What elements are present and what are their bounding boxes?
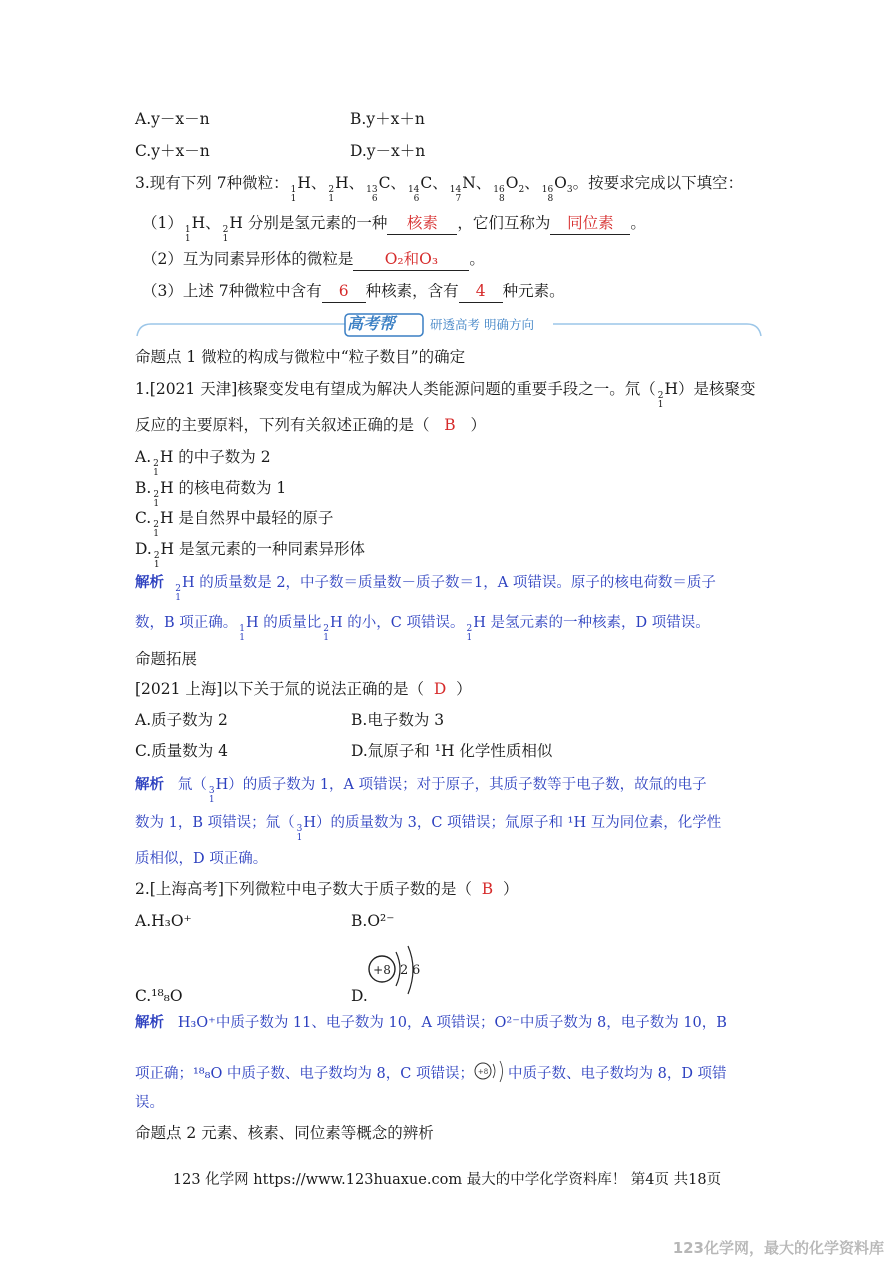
q1-stem-line2: 反应的主要原料，下列有关叙述正确的是（ B ） xyxy=(135,416,486,434)
q2-option-a: A.H₃O⁺ xyxy=(135,912,192,930)
ext-stem: [2021 上海]以下关于氚的说法正确的是（ D ） xyxy=(135,680,472,698)
banner-title: 高考帮 xyxy=(347,314,396,333)
q2-option-c: C.¹⁸₈O xyxy=(135,987,183,1005)
ext-option-d: D.氚原子和 ¹H 化学性质相似 xyxy=(351,742,553,760)
atom-nucleus-label: +8 xyxy=(373,963,391,977)
watermark: 123化学网，最大的化学资料库 xyxy=(672,1239,884,1257)
q1-explanation-line1: 解析 2 1 H 的质量数是 2，中子数＝质量数－质子数＝1，A 项错误。原子的核电荷数＝质子 xyxy=(135,574,716,603)
q2-explanation-line1: 解析 H₃O⁺中质子数为 11、电子数为 10，A 项错误；O²⁻中质子数为 8，电子数为 10，B xyxy=(135,1014,727,1031)
q1-option-b: B. 2 1 H 的核电荷数为 1 xyxy=(135,479,287,509)
extension-title: 命题拓展 xyxy=(135,650,198,668)
q2-explanation-line2: 项正确；¹⁸₈O 中质子数、电子数均为 8，C 项错误； +8 中质子数、电子数均为 8，D 项错 xyxy=(135,1060,727,1086)
option-d: D.y－x＋n xyxy=(350,142,426,160)
q1-option-a: A. 2 1 H 的中子数为 2 xyxy=(135,448,271,478)
q3-part3: （3）上述 7种微粒中含有 6 种核素，含有 4 种元素。 xyxy=(142,280,565,303)
answer-blank: 同位素 xyxy=(550,212,630,235)
topic-point-1: 命题点 1 微粒的构成与微粒中“粒子数目”的确定 xyxy=(135,348,466,366)
atom-shell-2-label: 6 xyxy=(412,963,421,978)
answer-blank: 4 xyxy=(459,280,503,303)
option-c: C.y＋x－n xyxy=(135,142,210,160)
q2-option-d: D. xyxy=(351,987,368,1005)
q1-option-c: C. 2 1 H 是自然界中最轻的原子 xyxy=(135,509,334,539)
option-b: B.y＋x＋n xyxy=(350,110,425,128)
answer-blank: 6 xyxy=(322,280,366,303)
answer-blank: 核素 xyxy=(387,212,457,235)
answer-mark: B xyxy=(481,880,494,898)
ext-option-c: C.质量数为 4 xyxy=(135,742,229,760)
answer-mark: B xyxy=(444,416,456,434)
atom-shell-1-label: 2 xyxy=(400,963,409,978)
answer-blank: O₂和O₃ xyxy=(353,248,469,271)
atom-structure-mini xyxy=(474,1060,508,1086)
ext-option-a: A.质子数为 2 xyxy=(135,711,228,729)
q1-explanation-line2: 数，B 项正确。 1 1 H 的质量比 2 1 H 的小，C 项错误。 2 1 H 是氢元素的一种核素，D 项错误。 xyxy=(135,615,710,643)
banner-subtitle: 研透高考 明确方向 xyxy=(430,317,534,332)
ext-explanation-line2: 数为 1，B 项错误；氚（ 3 1 H）的质量数为 3，C 项错误；氚原子和 ¹H 互为同位素，化学性 xyxy=(135,815,722,843)
q1-stem-line1: 1.[2021 天津]核聚变发电有望成为解决人类能源问题的重要手段之一。氘（ 2 1 H）是核聚变 xyxy=(135,380,756,410)
ext-explanation-line3: 质相似，D 项正确。 xyxy=(135,851,268,867)
q3-part2: （2）互为同素异形体的微粒是 O₂和O₃ 。 xyxy=(142,248,485,271)
topic-point-2: 命题点 2 元素、核素、同位素等概念的辨析 xyxy=(135,1124,434,1142)
atom-structure-diagram xyxy=(366,944,426,1000)
q3-stem: 3.现有下列 7种微粒： 1 1 H、 2 1 H、 13 6 C、 14 6 C、 14 7 N、 16 8 $O_2$、 16 8 $O_3$。按要求完成以下填空： xyxy=(135,174,744,204)
answer-mark: D xyxy=(433,680,447,698)
page-footer: 123 化学网 https://www.123huaxue.com 最大的中学化学资料库！ 第4页 共18页 xyxy=(172,1172,722,1188)
q2-stem: 2.[上海高考]下列微粒中电子数大于质子数的是（ B ） xyxy=(135,880,519,898)
q3-part1: （1） 1 1 H、 2 1 H 分别是氢元素的一种 核素 ，它们互称为 同位素 。 xyxy=(142,214,646,244)
ext-option-b: B.电子数为 3 xyxy=(351,711,445,729)
option-a: A.y－x－n xyxy=(135,110,210,128)
q2-explanation-line3: 误。 xyxy=(135,1095,164,1111)
q2-option-b: B.O²⁻ xyxy=(351,912,395,930)
q1-option-d: D. 2 1 H 是氢元素的一种同素异形体 xyxy=(135,540,365,570)
ext-explanation-line1: 解析 氚（ 3 1 H）的质子数为 1，A 项错误；对于原子，其质子数等于电子数，故氚的电子 xyxy=(135,776,707,805)
svg-text:+8: +8 xyxy=(477,1068,489,1076)
